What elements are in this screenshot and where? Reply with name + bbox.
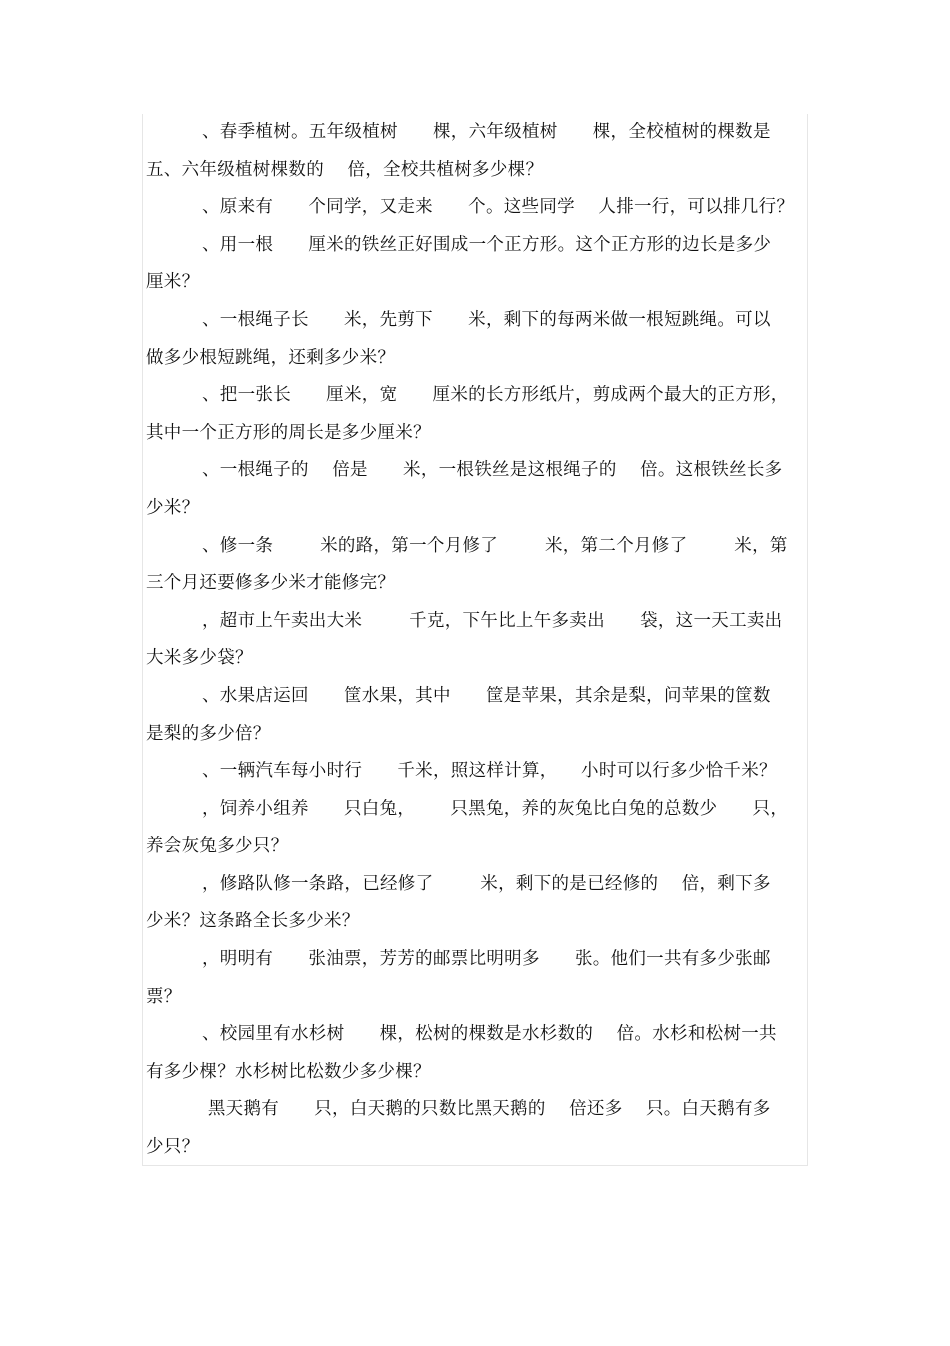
problem-10-line-1: 、一辆汽车每小时行 千米，照这样计算， 小时可以行多少恰千米？ (202, 761, 777, 782)
problem-list (146, 114, 806, 1167)
problem-4-line-1: 、一根绳子长 米，先剪下 米，剩下的每两米做一根短跳绳。可以 (202, 309, 771, 330)
problem-15-line-2: 少只？ (146, 1137, 200, 1158)
problem-2-line-1: 、原来有 个同学，又走来 个。这些同学 人排一行，可以排几行？ (202, 197, 795, 218)
problem-4 (146, 302, 806, 377)
problem-6-line-2: 少米？ (146, 497, 200, 518)
problem-7-line-2: 三个月还要修多少米才能修完？ (146, 573, 396, 594)
problem-10 (146, 753, 806, 791)
problem-5-line-2: 其中一个正方形的周长是多少厘米？ (146, 422, 431, 443)
problem-15-line-1: 黑天鹅有 只，白天鹅的只数比黑天鹅的 倍还多 只。白天鹅有多 (202, 1099, 771, 1120)
problem-12-line-2: 少米？这条路全长多少米？ (146, 911, 360, 932)
problem-4-line-2: 做多少根短跳绳，还剩多少米？ (146, 347, 396, 368)
problem-11-line-1: ，饲养小组养 只白兔， 只黑兔，养的灰兔比白兔的总数少 只， (202, 798, 789, 819)
problem-3-line-2: 厘米？ (146, 272, 200, 293)
problem-1 (146, 114, 806, 189)
problem-8-line-2: 大米多少袋？ (146, 648, 253, 669)
problem-5 (146, 377, 806, 452)
problem-13-line-1: ，明明有 张油票，芳芳的邮票比明明多 张。他们一共有多少张邮 (202, 949, 771, 970)
problem-6 (146, 452, 806, 527)
problem-13-line-2: 票？ (146, 986, 182, 1007)
problem-7-line-1: 、修一条 米的路，第一个月修了 米，第二个月修了 米，第 (202, 535, 788, 556)
problem-9-line-1: 、水果店运回 筐水果，其中 筐是苹果，其余是梨，问苹果的筐数 (202, 685, 771, 706)
problem-11 (146, 791, 806, 866)
problem-13 (146, 941, 806, 1016)
problem-12 (146, 866, 806, 941)
problem-9 (146, 678, 806, 753)
problem-8 (146, 603, 806, 678)
problem-8-line-1: ，超市上午卖出大米 千克，下午比上午多卖出 袋，这一天工卖出 (202, 610, 783, 631)
problem-14-line-1: 、校园里有水杉树 棵，松树的棵数是水杉数的 倍。水杉和松树一共 (202, 1024, 777, 1045)
problem-3 (146, 227, 806, 302)
problem-1-line-2: 五、六年级植树棵数的 倍，全校共植树多少棵？ (146, 159, 544, 180)
problem-9-line-2: 是梨的多少倍？ (146, 723, 271, 744)
problem-1-line-1: 、春季植树。五年级植树 棵，六年级植树 棵，全校植树的棵数是 (202, 122, 771, 142)
problem-6-line-1: 、一根绳子的 倍是 米，一根铁丝是这根绳子的 倍。这根铁丝长多 (202, 460, 783, 481)
problem-2 (146, 189, 806, 227)
problem-11-line-2: 养会灰兔多少只？ (146, 836, 289, 857)
problem-3-line-1: 、用一根 厘米的铁丝正好围成一个正方形。这个正方形的边长是多少 (202, 234, 772, 255)
problem-12-line-1: ，修路队修一条路，已经修了 米，剩下的是已经修的 倍，剩下多 (202, 873, 771, 894)
problem-15 (146, 1091, 806, 1166)
problem-7 (146, 528, 806, 603)
problem-14-line-2: 有多少棵？水杉树比松数少多少棵？ (146, 1061, 431, 1082)
problem-5-line-1: 、把一张长 厘米，宽 厘米的长方形纸片，剪成两个最大的正方形， (202, 385, 789, 406)
problem-14 (146, 1016, 806, 1091)
